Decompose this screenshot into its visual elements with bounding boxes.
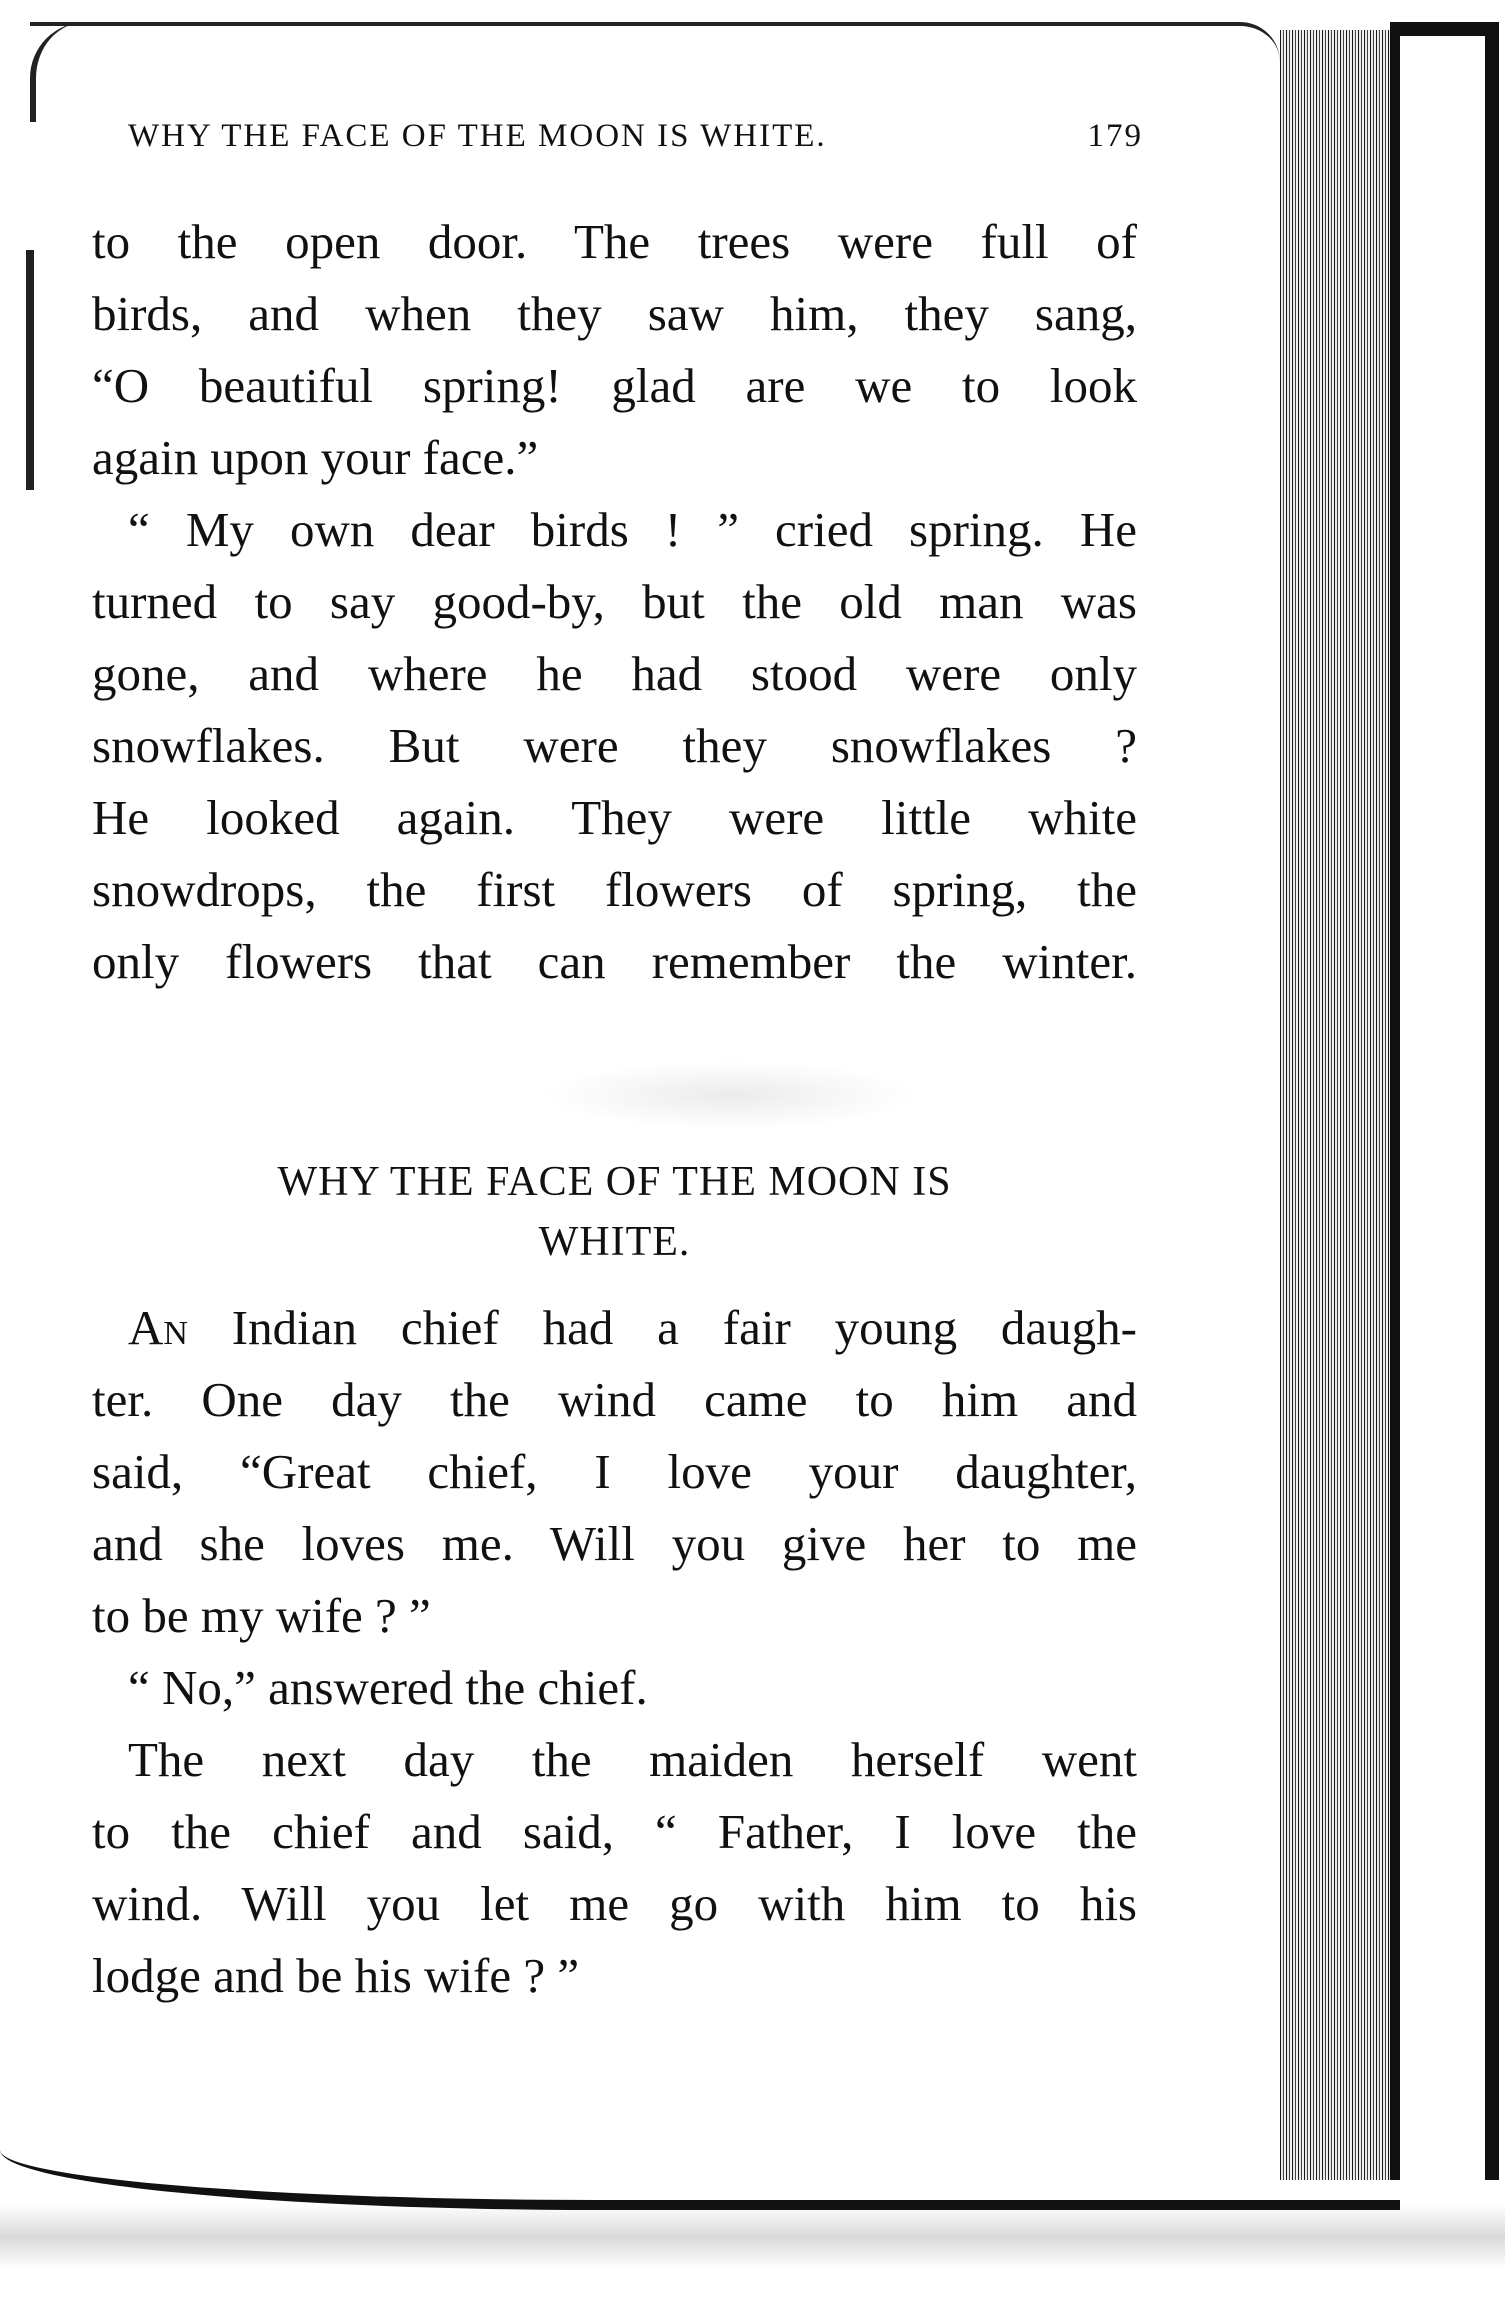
text-line: to be my wife ? ” xyxy=(92,1588,431,1643)
opening-word: An xyxy=(128,1300,188,1355)
text-line: and she loves me. Will you give her to me xyxy=(92,1516,1137,1571)
text-line: only flowers that can remember the winter. xyxy=(92,934,1137,989)
chapter-title: WHY THE FACE OF THE MOON IS xyxy=(277,1159,952,1205)
text-line: turned to say good-by, but the old man was xyxy=(92,574,1137,629)
text-line: The next day the maiden herself went xyxy=(128,1732,1137,1787)
book-page-edges xyxy=(1280,30,1390,2200)
text-line: “O beautiful spring! glad are we to look xyxy=(92,358,1137,413)
text-line: snowdrops, the first flowers of spring, the xyxy=(92,862,1137,917)
text-line: birds, and when they saw him, they sang, xyxy=(92,286,1137,341)
text-line: to the chief and said, “ Father, I love the xyxy=(92,1804,1137,1859)
page-gutter-mark xyxy=(26,250,34,490)
text-line: to the open door. The trees were full of xyxy=(92,214,1137,269)
text-line: snowflakes. But were they snowflakes ? xyxy=(92,718,1137,773)
text-line: lodge and be his wife ? ” xyxy=(92,1948,580,2003)
faint-ornament xyxy=(540,1060,920,1130)
text-line: again upon your face.” xyxy=(92,430,539,485)
book-cover-edge xyxy=(1390,22,1499,2226)
text-line: gone, and where he had stood were only xyxy=(92,646,1137,701)
text-line: “ No,” answered the chief. xyxy=(128,1660,648,1715)
running-head xyxy=(128,118,1143,168)
text-line-first-rest: Indian chief had a fair young daugh- xyxy=(231,1300,1138,1355)
chapter-title-continued: WHITE. xyxy=(538,1219,691,1265)
text-line: wind. Will you let me go with him to his xyxy=(92,1876,1137,1931)
page-number: 179 xyxy=(1087,118,1143,154)
text-line-first xyxy=(128,1298,1137,1358)
running-head-title: WHY THE FACE OF THE MOON IS WHITE. xyxy=(128,118,827,154)
text-line: “ My own dear birds ! ” cried spring. He xyxy=(128,502,1137,557)
text-line: ter. One day the wind came to him and xyxy=(92,1372,1137,1427)
text-line: He looked again. They were little white xyxy=(92,790,1137,845)
text-line: said, “Great chief, I love your daughter, xyxy=(92,1444,1137,1499)
